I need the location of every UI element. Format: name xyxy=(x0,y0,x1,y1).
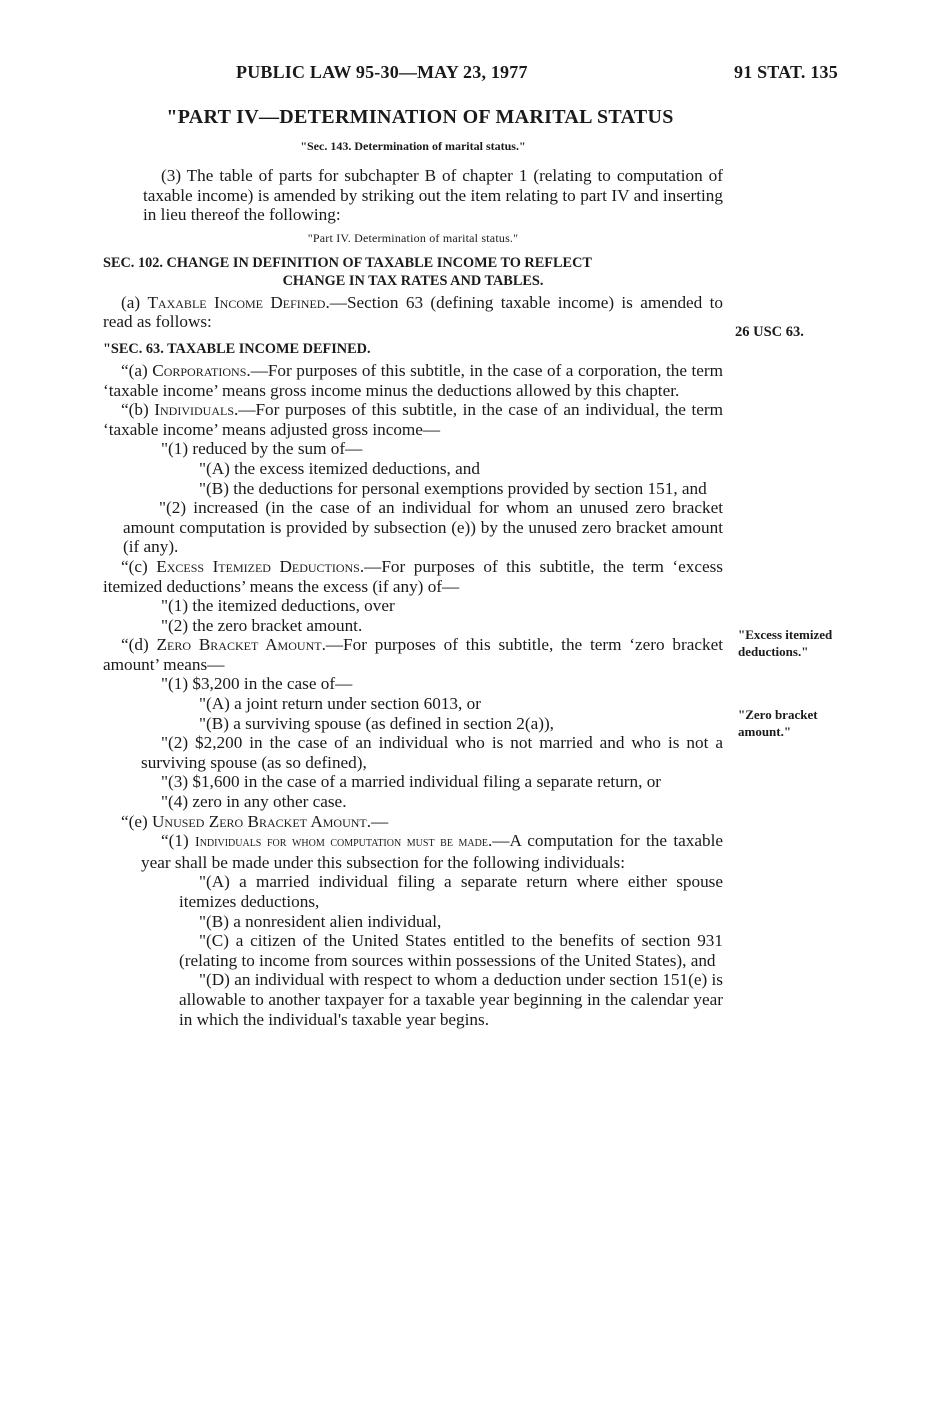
subsection-63c: “(c) Excess Itemized Deductions.—For purposes of this subtitle, the term ‘excess itemized deductions’ means the excess (if any) of— xyxy=(103,556,724,596)
part-title: "PART IV—DETERMINATION OF MARITAL STATUS xyxy=(166,106,674,128)
paragraph-d2: "(2) $2,200 in the case of an individual who is not married and who is not a surviving spouse (as so defined), xyxy=(141,733,723,772)
paragraph-b1B: "(B) the deductions for personal exemptions provided by section 151, and xyxy=(199,478,707,498)
paragraph-e1: “(1) Individuals for whom computation must be made.—A computation for the taxable year shall be made under this subsection for the following individuals: xyxy=(141,831,723,872)
paragraph-e1D: "(D) an individual with respect to whom a deduction under section 151(e) is allowable to another taxpayer for a taxable year beginning in the calendar year in which the individual's taxable year begins. xyxy=(179,970,723,1029)
paragraph-d4: "(4) zero in any other case. xyxy=(161,792,347,812)
subsection-63b-heading: Individuals xyxy=(154,400,235,420)
paragraph-3: (3) The table of parts for subchapter B of chapter 1 (relating to computation of taxable income) is amended by striking out the item relating to part IV and inserting in lieu thereof the following: xyxy=(143,166,723,225)
running-header: PUBLIC LAW 95-30—MAY 23, 1977 xyxy=(236,62,528,82)
paragraph-b1A: "(A) the excess itemized deductions, and xyxy=(199,458,480,478)
subsection-63a-text: .—For purposes of this subtitle, in the case of a corporation, the term ‘taxable income’ means gross income minus the deductions allowed by this chapter. xyxy=(103,360,723,400)
margin-note-usc: 26 USC 63. xyxy=(735,324,804,340)
margin-note-zero-line1: "Zero bracket xyxy=(738,707,818,722)
paragraph-d1A: "(A) a joint return under section 6013, or xyxy=(199,694,481,714)
paragraph-d1: "(1) $3,200 in the case of— xyxy=(161,674,353,694)
subsection-63a: “(a) Corporations.—For purposes of this subtitle, in the case of a corporation, the term ‘taxable income’ means gross income minus the deductions allowed by this chapter. xyxy=(103,360,723,400)
part-iv-entry: "Part IV. Determination of marital status." xyxy=(307,230,519,245)
subsection-a-text: .—Section 63 (defining taxable income) is amended to read as follows: xyxy=(103,292,723,332)
paragraph-e1B: "(B) a nonresident alien individual, xyxy=(199,911,442,931)
margin-note-excess-line1: "Excess itemized xyxy=(738,627,833,642)
subsection-63d: “(d) Zero Bracket Amount.—For purposes of this subtitle, the term ‘zero bracket amount’ means— xyxy=(103,635,723,674)
subsection-63a-heading: Corporations xyxy=(152,360,247,380)
margin-note-zero xyxy=(738,706,818,740)
margin-note-zero-line2: amount." xyxy=(738,724,792,739)
paragraph-e1-text: .—A computation for the taxable year shall be made under this subsection for the following individuals: xyxy=(141,831,723,872)
subsection-63c-text: .—For purposes of this subtitle, the term ‘excess itemized deductions’ means the excess (if any) of— xyxy=(103,556,724,596)
subsection-a: (a) Taxable Income Defined.—Section 63 (defining taxable income) is amended to read as follows: xyxy=(103,292,723,332)
paragraph-c2: "(2) the zero bracket amount. xyxy=(161,615,363,635)
section-102-line1: SEC. 102. CHANGE IN DEFINITION OF TAXABLE INCOME TO REFLECT xyxy=(103,254,592,271)
document-body xyxy=(103,100,723,1029)
paragraph-c1: "(1) the itemized deductions, over xyxy=(161,596,395,616)
subsection-63b-text: .—For purposes of this subtitle, in the case of an individual, the term ‘taxable income’ means adjusted gross income— xyxy=(103,400,723,439)
page-citation: 91 STAT. 135 xyxy=(734,62,838,82)
paragraph-e1-heading: Individuals for whom computation must be made xyxy=(195,835,488,851)
subsection-63d-heading: Zero Bracket Amount xyxy=(156,635,322,655)
section-143-entry: "Sec. 143. Determination of marital status." xyxy=(300,139,526,153)
margin-note-excess xyxy=(738,626,832,660)
paragraph-d3: "(3) $1,600 in the case of a married individual filing a separate return, or xyxy=(161,772,662,792)
subsection-63d-text: .—For purposes of this subtitle, the term ‘zero bracket amount’ means— xyxy=(103,635,723,674)
subsection-63e-heading: Unused Zero Bracket Amount xyxy=(152,811,367,831)
paragraph-b1: "(1) reduced by the sum of— xyxy=(161,439,363,459)
paragraph-b2: "(2) increased (in the case of an individual for whom an unused zero bracket amount computation is provided by subsection (e)) by the unused zero bracket amount (if any). xyxy=(123,498,723,557)
subsection-63e: “(e) Unused Zero Bracket Amount.— xyxy=(121,811,389,831)
section-63-heading: "SEC. 63. TAXABLE INCOME DEFINED. xyxy=(103,340,371,357)
subsection-63c-heading: Excess Itemized Deductions xyxy=(156,556,360,576)
section-102-heading xyxy=(103,254,723,290)
paragraph-e1C: "(C) a citizen of the United States entitled to the benefits of section 931 (relating to income from sources within possessions of the United States), and xyxy=(179,931,723,970)
paragraph-e1A: "(A) a married individual filing a separate return where either spouse itemizes deductions, xyxy=(179,872,723,911)
paragraph-d1B: "(B) a surviving spouse (as defined in section 2(a)), xyxy=(199,713,554,733)
subsection-63e-text: .— xyxy=(366,811,389,831)
section-102-line2: CHANGE IN TAX RATES AND TABLES. xyxy=(282,272,544,289)
subsection-63b: “(b) Individuals.—For purposes of this subtitle, in the case of an individual, the term ‘taxable income’ means adjusted gross income— xyxy=(103,400,723,439)
subsection-a-heading: Taxable Income Defined xyxy=(147,292,326,312)
margin-note-excess-line2: deductions." xyxy=(738,644,809,659)
